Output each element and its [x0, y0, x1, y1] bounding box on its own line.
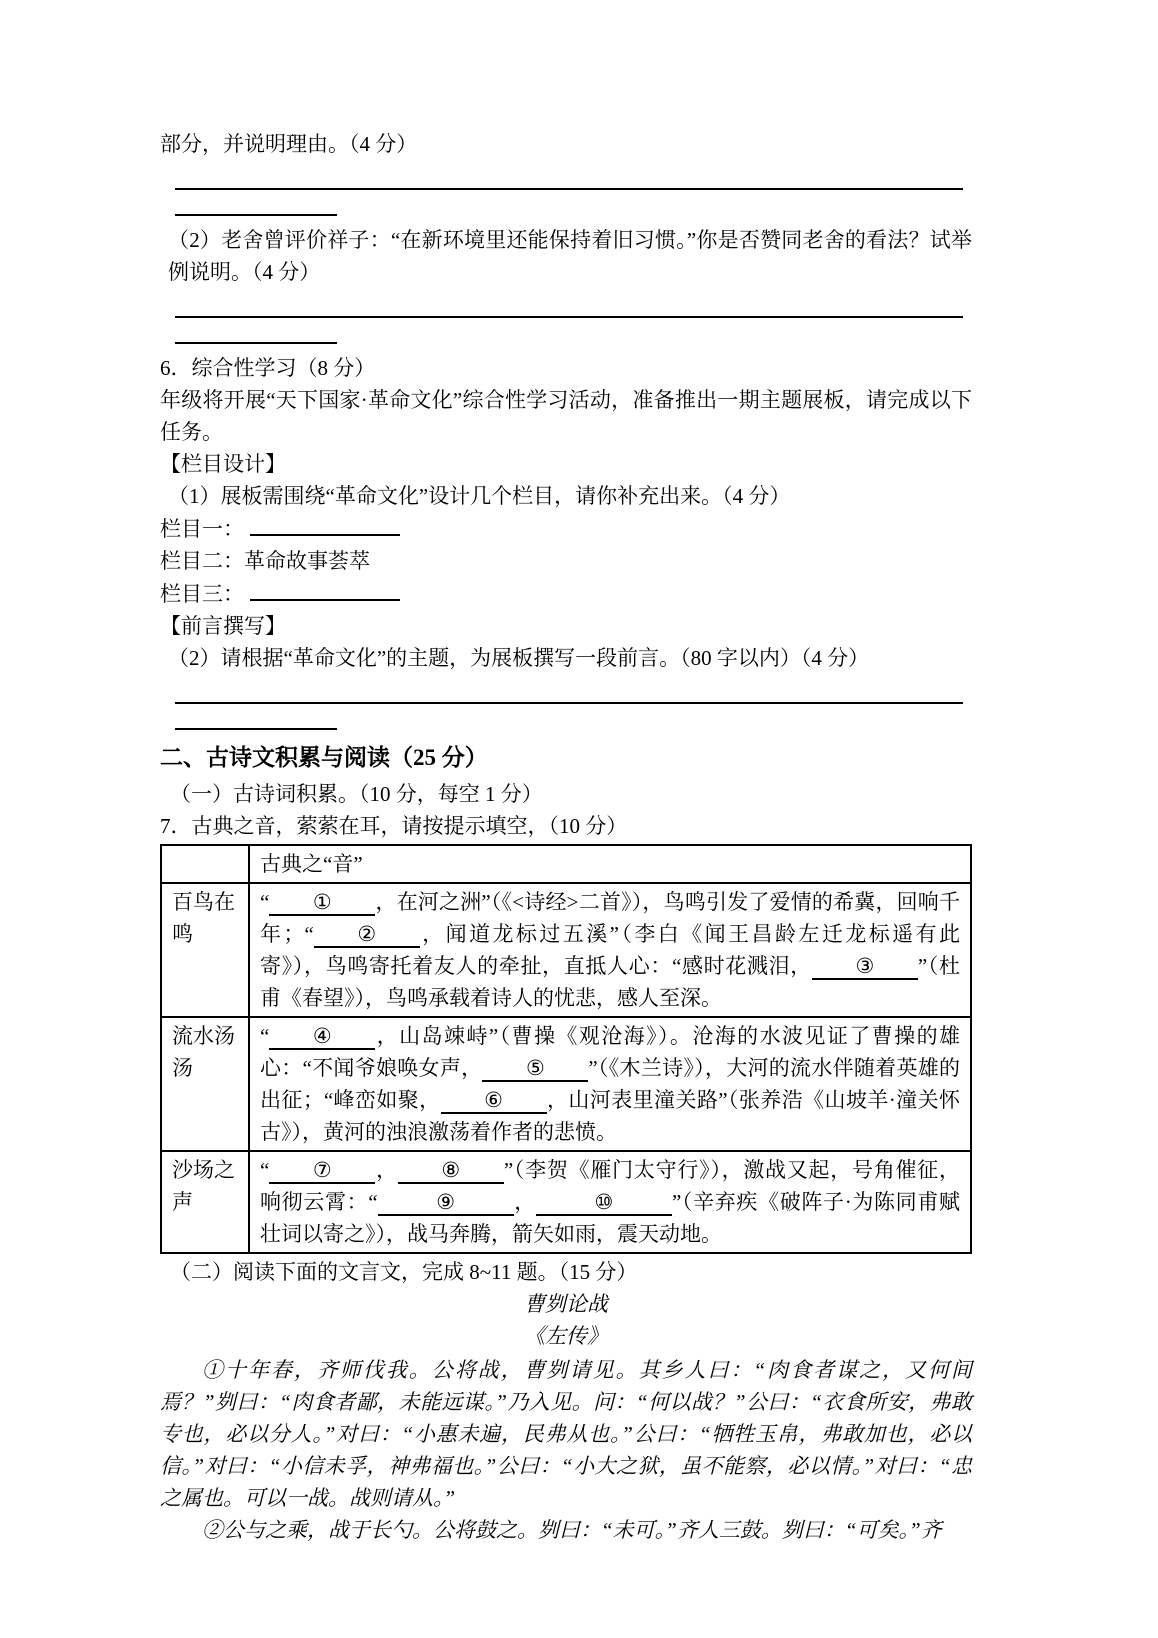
table-header-row	[161, 845, 971, 883]
passage-source: 《左传》	[524, 1324, 608, 1348]
q6-column3-label: 栏目三：	[160, 582, 244, 606]
fill-blank-line	[250, 512, 400, 536]
fill-blank-1: ①	[269, 890, 375, 916]
q6-intro: 年级将开展“天下国家·革命文化”综合性学习活动，准备推出一期主题展板，请完成以下任务。	[160, 388, 972, 444]
row-label: 流水汤汤	[161, 1017, 249, 1151]
text-segment: ，闻道龙标过五溪”（李白《闻王昌龄左迁龙标遥有此寄》），鸟鸣寄托着友人的牵扯，直抵人心：“感时花溅泪，	[260, 922, 960, 978]
fill-blank-5: ⑤	[482, 1056, 588, 1082]
table-row	[161, 1151, 971, 1253]
q6-task1: （1）展板需围绕“革命文化”设计几个栏目，请你补充出来。（4 分）	[168, 484, 791, 508]
q6-task2: （2）请根据“革命文化”的主题，为展板撰写一段前言。（80 字以内）（4 分）	[168, 646, 870, 670]
fill-blank-6: ⑥	[441, 1088, 547, 1114]
q5-sub2-text: （2）老舍曾评价祥子：“在新环境里还能保持着旧习惯。”你是否赞同老舍的看法？试举例说明。（4 分）	[168, 228, 972, 284]
fill-blank-7: ⑦	[269, 1158, 375, 1184]
table-row	[161, 1017, 971, 1151]
answer-line-long	[175, 164, 963, 190]
fill-blank-4: ④	[269, 1024, 375, 1050]
text-segment: ，山岛竦峙”（曹操《观沧海》）。沧海的水波见证了曹操的雄心：“不闻爷娘唤女声，	[260, 1024, 960, 1080]
answer-line-short	[175, 318, 337, 344]
text-segment: ，在河之洲”（《<诗经>二首》），鸟鸣引发了爱情的希冀，回响千年；“	[260, 890, 960, 946]
q6-column1-label: 栏目一：	[160, 517, 244, 541]
table-row	[161, 883, 971, 1017]
text-segment: ”（李贺《雁门太守行》），激战又起，号角催征，响彻云霄：“	[260, 1158, 961, 1214]
row-content	[249, 883, 971, 1017]
q5-answer-area-2	[160, 292, 972, 344]
fill-blank-line	[250, 577, 400, 601]
text-segment: “	[260, 890, 270, 914]
q5-answer-area-1	[160, 164, 972, 216]
fill-blank-3: ③	[812, 954, 918, 980]
q5-continuation: 部分，并说明理由。（4 分）	[160, 132, 418, 156]
text-segment: ，山河表里潼关路”（张养浩《山坡羊·潼关怀古》），黄河的浊浪激荡着作者的悲愤。	[260, 1088, 960, 1144]
passage-title: 曹刿论战	[524, 1292, 608, 1316]
text-segment: ”（《木兰诗》），大河的流水伴随着英雄的出征；“峰峦如聚，	[260, 1056, 960, 1112]
passage-para-1: ①十年春，齐师伐我。公将战，曹刿请见。其乡人曰：“肉食者谋之，又何间焉？”刿曰：“肉食者鄙，未能远谋。”乃入见。问：“何以战？”公曰：“衣食所安，弗敢专也，必以分人。”对曰：“小惠未遍，民弗从也。”公曰：“牺牲玉帛，弗敢加也，必以信。”对曰：“小信未孚，神弗福也。”公曰：“小大之狱，虽不能察，必以情。”对曰：“忠之属也。可以一战。战则请从。”	[160, 1358, 972, 1510]
fill-blank-8: ⑧	[398, 1158, 504, 1184]
answer-line-short	[175, 704, 337, 730]
table-header-empty-cell	[161, 845, 249, 883]
q6-column3-row	[160, 577, 972, 610]
fill-blank-10: ⑩	[536, 1190, 672, 1216]
passage-para-2: ②公与之乘，战于长勺。公将鼓之。刿曰：“未可。”齐人三鼓。刿曰：“可矣。”齐	[202, 1518, 942, 1542]
answer-line-long	[175, 292, 963, 318]
text-segment: ”（杜甫《春望》），鸟鸣承载着诗人的忧悲，感人至深。	[260, 954, 960, 1010]
q6-banner-design-label: 【栏目设计】	[160, 452, 286, 476]
text-segment: ”（辛弃疾《破阵子·为陈同甫赋壮词以寄之》），战马奔腾，箭矢如雨，震天动地。	[260, 1190, 960, 1246]
part2-title: （二）阅读下面的文言文，完成 8~11 题。（15 分）	[170, 1260, 638, 1284]
q6-column1-row	[160, 512, 972, 545]
row-content	[249, 1151, 971, 1253]
part1-title: （一）古诗词积累。（10 分，每空 1 分）	[170, 782, 543, 806]
section-heading: 二、古诗文积累与阅读（25 分）	[160, 745, 488, 770]
text-segment: “	[260, 1158, 270, 1182]
answer-line-short	[175, 190, 337, 216]
q7-prompt: 7．古典之音，萦萦在耳，请按提示填空，（10 分）	[160, 814, 628, 838]
q6-preface-label: 【前言撰写】	[160, 614, 286, 638]
q6-title: 6．综合性学习（8 分）	[160, 356, 376, 380]
q6-column2-row: 栏目二：革命故事荟萃	[160, 549, 370, 573]
row-content	[249, 1017, 971, 1151]
row-label: 百鸟在鸣	[161, 883, 249, 1017]
row-label: 沙场之声	[161, 1151, 249, 1253]
classical-sound-table	[160, 844, 972, 1254]
fill-blank-9: ⑨	[378, 1190, 514, 1216]
table-header-cell: 古典之“音”	[249, 845, 971, 883]
text-segment: ，	[375, 1158, 398, 1182]
answer-line-long	[175, 678, 963, 704]
text-segment: ，	[513, 1190, 536, 1214]
fill-blank-2: ②	[314, 922, 420, 948]
text-segment: “	[260, 1024, 270, 1048]
q6-answer-area	[160, 678, 972, 730]
